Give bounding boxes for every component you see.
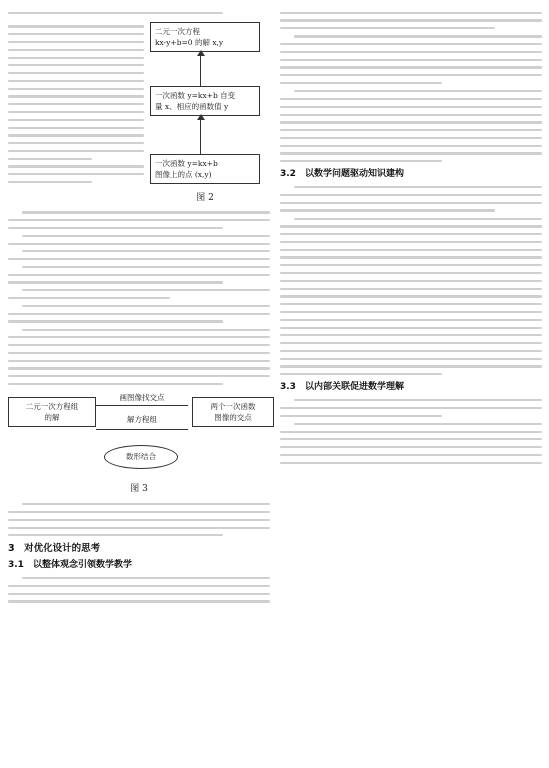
figure-3-box-system-solution-line1: 二元一次方程组 (25, 402, 79, 412)
opening-paragraph (8, 12, 270, 14)
questions-block (8, 211, 270, 322)
figure-2-box-point-line1: 一次函数 y=kx+b (155, 158, 218, 168)
figure-2-box-point (150, 154, 260, 184)
figure-2-box-equation (150, 22, 260, 52)
section-3-2-heading: 3.2 以数学问题驱动知识建构 (280, 169, 404, 180)
section-3-3-paragraph-1 (280, 399, 542, 417)
figure-2-box-function (150, 86, 260, 116)
figure-3-label-solve-system: 解方程组 (127, 415, 157, 425)
summary-block (8, 329, 270, 386)
figure-2 (8, 20, 270, 206)
section-3-3-heading: 3.3 以内部关联促进数学理解 (280, 382, 404, 393)
point-two-paragraph (280, 90, 542, 162)
figure-2-side-text (8, 20, 144, 189)
figure-3-caption: 图 3 (130, 484, 148, 495)
figure-3-box-intersection-line2: 图像的交点 (214, 413, 252, 423)
figure-3-box-intersection (192, 397, 274, 427)
section-3-2-paragraph-1 (280, 186, 542, 212)
left-column (8, 6, 270, 609)
right-column (280, 6, 542, 470)
figure-3-label-draw-graph: 画图像找交点 (119, 393, 165, 403)
figure-2-box-equation-line1: 二元一次方程 (155, 26, 200, 36)
right-opening-paragraph (280, 12, 542, 30)
section-3-2-paragraph-2 (280, 218, 542, 376)
figure-3-box-system-solution-line2: 的解 (44, 413, 60, 423)
figure-2-connector (200, 52, 201, 86)
figure-2-box-point-line2: 图像上的点 (x,y) (155, 169, 212, 179)
figure-2-connector (200, 116, 201, 154)
figure-3-box-system-solution (8, 397, 96, 427)
figure-3-oval-number-shape: 数形结合 (104, 445, 178, 469)
figure-2-arrow-up-icon (197, 50, 205, 56)
figure-3-arrow-right-icon (96, 429, 188, 430)
section-3-1-heading: 3.1 以整体观念引领数学教学 (8, 560, 132, 571)
figure-2-box-function-line1: 一次函数 y=kx+b 自变 (155, 90, 236, 100)
section-3-3-paragraph-2 (280, 423, 542, 464)
point-one-paragraph (280, 35, 542, 84)
section-3-heading: 3 对优化设计的思考 (8, 543, 101, 555)
figure-2-caption: 图 2 (196, 192, 214, 203)
figure-3-arrow-left-icon (96, 405, 188, 406)
figure-3 (8, 391, 270, 479)
design-intent-block (8, 503, 270, 536)
figure-2-box-equation-line2: kx-y+b=0 的解 x,y (155, 37, 224, 47)
section-3-1-paragraph (8, 577, 270, 603)
figure-3-box-intersection-line1: 两个一次函数 (210, 402, 256, 412)
figure-2-box-function-line2: 量 x、相应的函数值 y (155, 101, 229, 111)
figure-2-arrow-up-icon (197, 114, 205, 120)
